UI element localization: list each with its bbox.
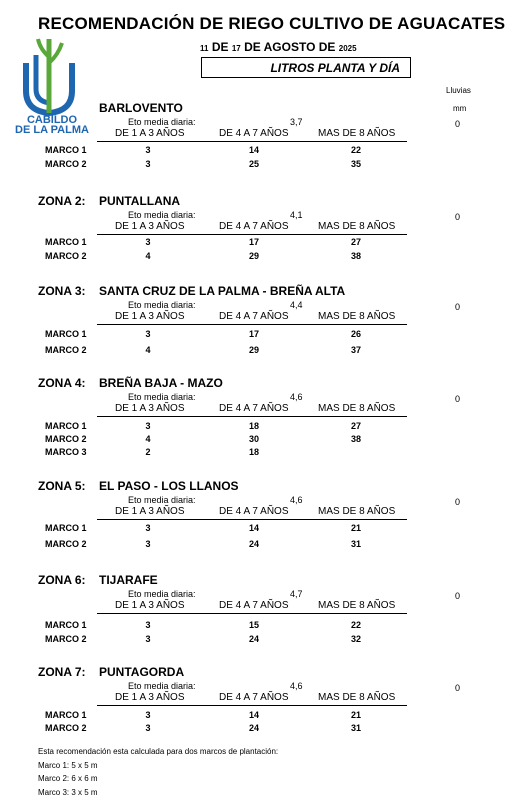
rain-value: 0 [455, 591, 461, 601]
col-header-3: MAS DE 8 AÑOS [318, 506, 396, 517]
cell: 27 [350, 421, 361, 431]
cell: 38 [350, 251, 361, 261]
zone-block [0, 194, 521, 274]
header-rule [97, 519, 407, 520]
footer-marco-3: Marco 3: 3 x 5 m [38, 788, 98, 797]
rain-value: 0 [455, 497, 461, 507]
cell: 3 [145, 539, 151, 549]
row-label: MARCO 2 [45, 634, 87, 644]
eto-label: Eto media diaria: [128, 300, 196, 310]
row-label: MARCO 1 [45, 237, 87, 247]
rain-value: 0 [455, 302, 461, 312]
cell: 14 [248, 523, 259, 533]
cell: 14 [248, 710, 259, 720]
col-header-2: DE 4 A 7 AÑOS [219, 221, 289, 232]
cell: 35 [350, 159, 361, 169]
cell: 14 [248, 145, 259, 155]
cell: 22 [350, 145, 361, 155]
cell: 2 [145, 447, 151, 457]
col-header-2: DE 4 A 7 AÑOS [219, 311, 289, 322]
date-month: DE AGOSTO DE [244, 40, 336, 54]
zone-name: SANTA CRUZ DE LA PALMA - BREÑA ALTA [99, 284, 346, 298]
zone-block [0, 479, 521, 559]
cell: 3 [145, 723, 151, 733]
eto-value: 4,4 [290, 300, 303, 310]
rain-value: 0 [455, 394, 461, 404]
eto-value: 4,6 [290, 392, 303, 402]
row-label: MARCO 1 [45, 620, 87, 630]
zone-name: PUNTAGORDA [99, 665, 185, 679]
cell: 3 [145, 620, 151, 630]
zone-name: EL PASO - LOS LLANOS [99, 479, 239, 493]
cell: 18 [248, 421, 259, 431]
date-range [200, 40, 357, 54]
eto-label: Eto media diaria: [128, 117, 196, 127]
row-label: MARCO 2 [45, 159, 87, 169]
row-label: MARCO 2 [45, 345, 87, 355]
cell: 3 [145, 523, 151, 533]
rain-value: 0 [455, 683, 461, 693]
header-rule [97, 234, 407, 235]
zone-label: ZONA 2: [38, 194, 86, 208]
cell: 29 [248, 251, 259, 261]
cell: 3 [145, 329, 151, 339]
eto-value: 4,6 [290, 681, 303, 691]
row-label: MARCO 3 [45, 447, 87, 457]
eto-value: 4,7 [290, 589, 303, 599]
row-label: MARCO 1 [45, 710, 87, 720]
cell: 31 [350, 723, 361, 733]
cell: 22 [350, 620, 361, 630]
header-rule [97, 324, 407, 325]
row-label: MARCO 1 [45, 421, 87, 431]
col-header-2: DE 4 A 7 AÑOS [219, 692, 289, 703]
col-header-3: MAS DE 8 AÑOS [318, 600, 396, 611]
col-header-2: DE 4 A 7 AÑOS [219, 506, 289, 517]
zone-name: BARLOVENTO [99, 101, 183, 115]
date-from: 11 [200, 44, 209, 53]
footer-note: Esta recomendación esta calculada para dos marcos de plantación: [38, 747, 279, 756]
cell: 24 [248, 539, 259, 549]
cell: 17 [248, 329, 259, 339]
header-rule [97, 416, 407, 417]
logo-line1: CABILDO [26, 114, 78, 126]
cell: 3 [145, 634, 151, 644]
col-header-3: MAS DE 8 AÑOS [318, 221, 396, 232]
col-header-1: DE 1 A 3 AÑOS [115, 221, 185, 232]
col-header-1: DE 1 A 3 AÑOS [115, 311, 185, 322]
zone-block [0, 573, 521, 653]
footer-marco-1: Marco 1: 5 x 5 m [38, 761, 98, 770]
cell: 17 [248, 237, 259, 247]
zone-name: BREÑA BAJA - MAZO [99, 376, 223, 390]
cell: 21 [350, 523, 361, 533]
footer-marco-2: Marco 2: 6 x 6 m [38, 774, 98, 783]
col-header-2: DE 4 A 7 AÑOS [219, 403, 289, 414]
logo-line2: DE LA PALMA [15, 124, 89, 136]
col-header-1: DE 1 A 3 AÑOS [115, 128, 185, 139]
col-header-1: DE 1 A 3 AÑOS [115, 506, 185, 517]
cell: 38 [350, 434, 361, 444]
col-header-3: MAS DE 8 AÑOS [318, 403, 396, 414]
cell: 4 [145, 345, 151, 355]
row-label: MARCO 1 [45, 145, 87, 155]
cell: 18 [248, 447, 259, 457]
zone-name: PUNTALLANA [99, 194, 181, 208]
eto-label: Eto media diaria: [128, 210, 196, 220]
rain-unit: mm [453, 104, 467, 113]
header-rule [97, 705, 407, 706]
zone-label: ZONA 5: [38, 479, 86, 493]
rain-value: 0 [455, 212, 461, 222]
col-header-1: DE 1 A 3 AÑOS [115, 692, 185, 703]
col-header-2: DE 4 A 7 AÑOS [219, 128, 289, 139]
cell: 31 [350, 539, 361, 549]
cell: 30 [248, 434, 259, 444]
eto-label: Eto media diaria: [128, 589, 196, 599]
cell: 26 [350, 329, 361, 339]
zone-label: ZONA 7: [38, 665, 86, 679]
cell: 4 [145, 434, 151, 444]
eto-label: Eto media diaria: [128, 392, 196, 402]
header-rule [97, 141, 407, 142]
eto-value: 4,1 [290, 210, 303, 220]
row-label: MARCO 2 [45, 539, 87, 549]
rain-value: 0 [455, 119, 461, 129]
zone-block [0, 101, 521, 181]
cell: 21 [350, 710, 361, 720]
date-year: 2025 [338, 44, 357, 53]
cell: 37 [350, 345, 361, 355]
cell: 3 [145, 145, 151, 155]
cell: 25 [248, 159, 259, 169]
cell: 32 [350, 634, 361, 644]
zone-label: ZONA 3: [38, 284, 86, 298]
row-label: MARCO 1 [45, 523, 87, 533]
page-title: RECOMENDACIÓN DE RIEGO CULTIVO DE AGUACATES [38, 14, 506, 33]
rain-header: Lluvias [446, 86, 471, 95]
date-to: 17 [231, 44, 241, 53]
cell: 3 [145, 421, 151, 431]
cell: 4 [145, 251, 151, 261]
cell: 3 [145, 159, 151, 169]
row-label: MARCO 2 [45, 434, 87, 444]
col-header-2: DE 4 A 7 AÑOS [219, 600, 289, 611]
header-rule [97, 613, 407, 614]
zone-label: ZONA 4: [38, 376, 86, 390]
cell: 29 [248, 345, 259, 355]
zone-block [0, 376, 521, 456]
row-label: MARCO 2 [45, 723, 87, 733]
date-de: DE [211, 40, 229, 54]
cell: 3 [145, 710, 151, 720]
row-label: MARCO 1 [45, 329, 87, 339]
eto-value: 4,6 [290, 495, 303, 505]
zone-name: TIJARAFE [99, 573, 158, 587]
eto-value: 3,7 [290, 117, 303, 127]
eto-label: Eto media diaria: [128, 495, 196, 505]
eto-label: Eto media diaria: [128, 681, 196, 691]
col-header-3: MAS DE 8 AÑOS [318, 311, 396, 322]
cell: 15 [248, 620, 259, 630]
zone-label: ZONA 6: [38, 573, 86, 587]
cell: 24 [248, 723, 259, 733]
units-box: LITROS PLANTA Y DÍA [201, 57, 411, 78]
cell: 27 [350, 237, 361, 247]
col-header-1: DE 1 A 3 AÑOS [115, 600, 185, 611]
col-header-3: MAS DE 8 AÑOS [318, 128, 396, 139]
cell: 24 [248, 634, 259, 644]
col-header-3: MAS DE 8 AÑOS [318, 692, 396, 703]
row-label: MARCO 2 [45, 251, 87, 261]
zone-block [0, 665, 521, 745]
cell: 3 [145, 237, 151, 247]
zone-block [0, 284, 521, 364]
col-header-1: DE 1 A 3 AÑOS [115, 403, 185, 414]
